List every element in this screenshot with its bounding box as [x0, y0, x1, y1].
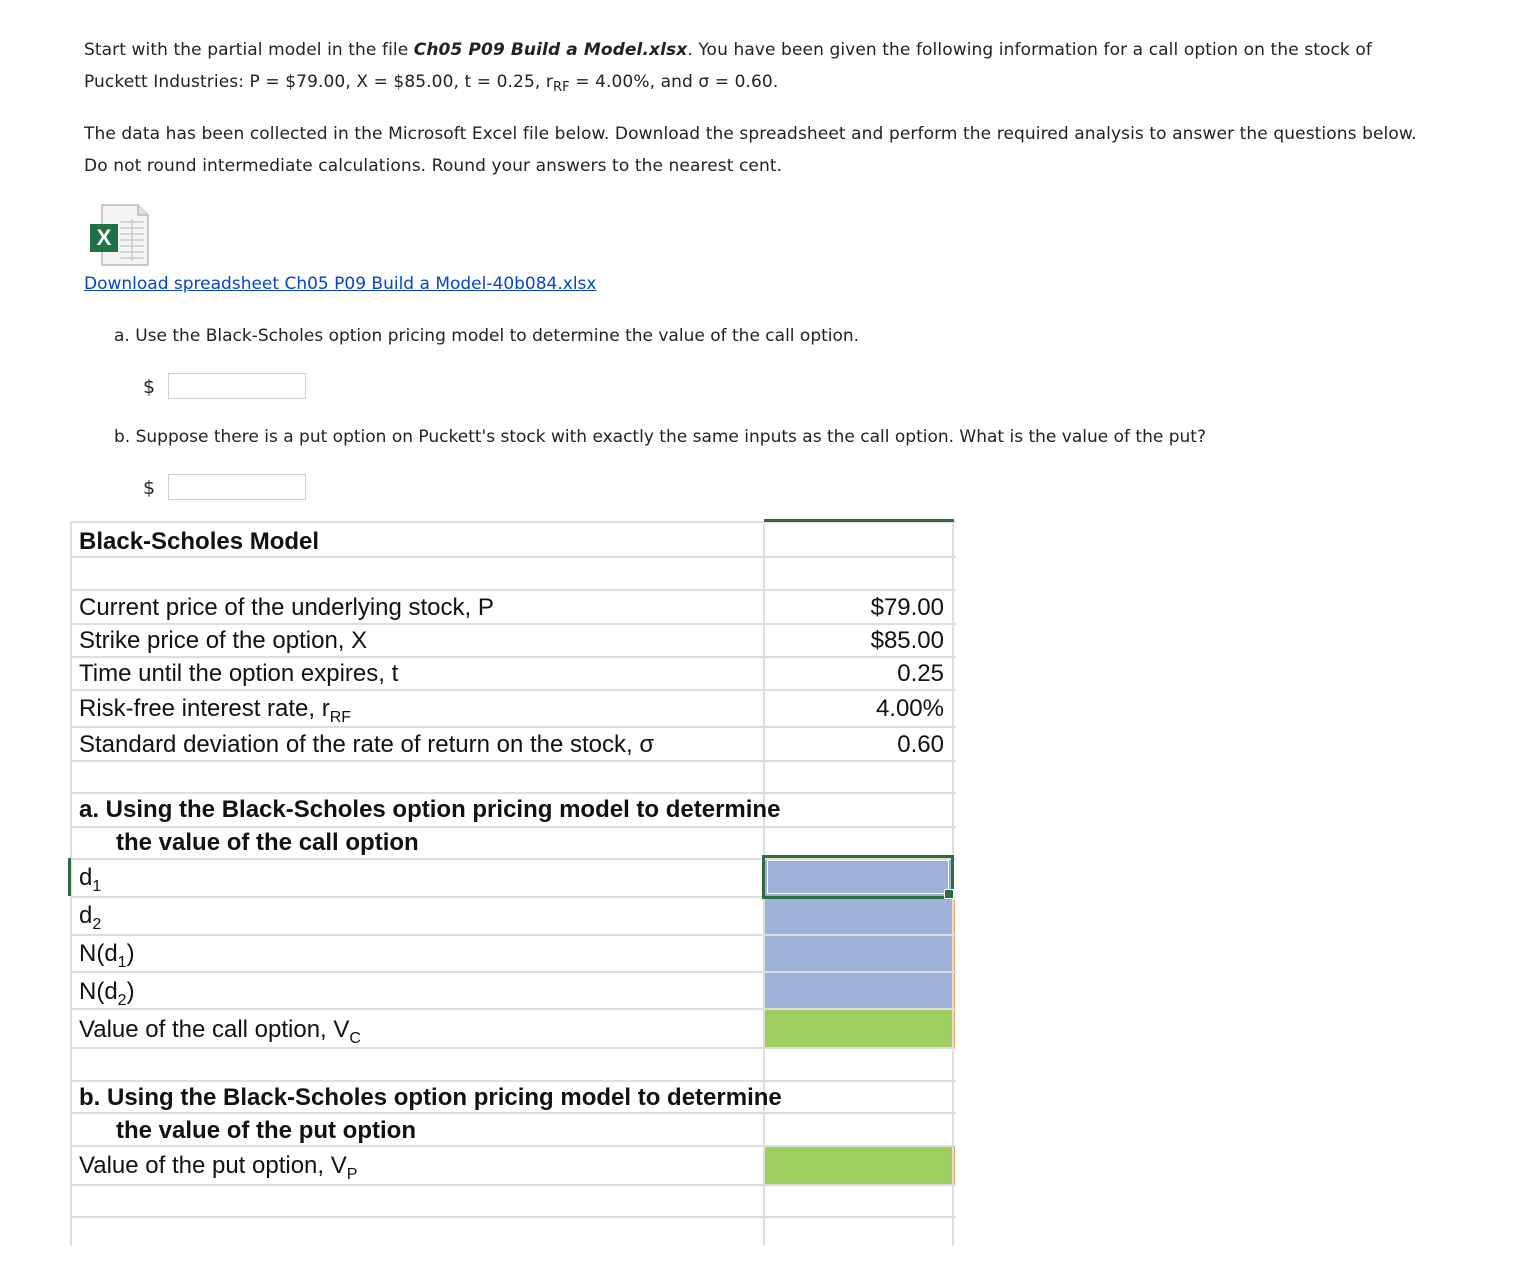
- input-label-price: Current price of the underlying stock, P: [79, 594, 494, 621]
- row-label-d2: $d_2$: [79, 902, 102, 933]
- section-a-heading-2: the value of the call option: [116, 829, 419, 856]
- input-label-time: Time until the option expires, t: [79, 660, 399, 687]
- call-value-cell[interactable]: [764, 1010, 952, 1048]
- answer-b-input[interactable]: [168, 474, 306, 500]
- put-value-cell[interactable]: [764, 1146, 952, 1184]
- intro-line-1: Start with the partial model in the file Ch05 P09 Build a Model.xlsx. You have been given the following information for a call option on the stock of: [84, 40, 1372, 60]
- row-label-put-value: Value of the put option, $V_P$: [79, 1152, 358, 1183]
- row-label-nd2: $N(d_2)$: [79, 978, 135, 1009]
- fill-handle[interactable]: [944, 889, 954, 899]
- sheet-title: Black-Scholes Model: [79, 528, 320, 555]
- input-value-price[interactable]: $79.00: [870, 594, 944, 621]
- input-label-sigma: Standard deviation of the rate of return on the stock, σ: [79, 731, 655, 758]
- download-spreadsheet-link[interactable]: Download spreadsheet Ch05 P09 Build a Model-40b084.xlsx: [84, 274, 597, 294]
- input-value-sigma[interactable]: 0.60: [897, 731, 944, 758]
- intro-line-3: The data has been collected in the Microsoft Excel file below. Download the spreadsheet and perform the required analysis to answer the questions below.: [84, 124, 1417, 144]
- intro-line-2: Puckett Industries: P = $79.00, X = $85.00, t = 0.25, $r_{RF} = 4.00\%$, and σ = 0.60.: [84, 72, 779, 95]
- row-label-nd1: $N(d_1)$: [79, 940, 135, 971]
- intro-line-4: Do not round intermediate calculations. Round your answers to the nearest cent.: [84, 156, 783, 176]
- row-label-d1: $d_1$: [79, 864, 102, 895]
- filename: Ch05 P09 Build a Model.xlsx: [413, 40, 688, 60]
- answer-a-input[interactable]: [168, 373, 306, 399]
- section-b-heading-2: the value of the put option: [116, 1117, 416, 1144]
- currency-label-a: $: [143, 376, 156, 398]
- input-value-time[interactable]: 0.25: [897, 660, 944, 687]
- row-selected-marker: [68, 858, 71, 896]
- input-value-rate[interactable]: 4.00%: [875, 695, 944, 722]
- input-value-strike[interactable]: $85.00: [870, 627, 944, 654]
- currency-label-b: $: [143, 477, 156, 499]
- excel-file-icon[interactable]: [90, 204, 150, 266]
- row-label-call-value: Value of the call option, $V_C$: [79, 1016, 361, 1047]
- question-a: a. Use the Black-Scholes option pricing model to determine the value of the call option.: [114, 326, 860, 346]
- question-b: b. Suppose there is a put option on Puckett's stock with exactly the same inputs as the call option. What is the value of the put?: [114, 427, 1206, 447]
- section-a-heading: a. Using the Black-Scholes option pricing model to determine: [79, 796, 781, 823]
- section-b-heading: b. Using the Black-Scholes option pricing model to determine: [79, 1084, 782, 1111]
- selected-cell[interactable]: [762, 855, 954, 899]
- input-label-strike: Strike price of the option, X: [79, 627, 368, 654]
- column-header-accent: [764, 519, 954, 522]
- input-label-rate: Risk-free interest rate, $r_{RF}$: [79, 695, 352, 726]
- svg-text:X: X: [96, 225, 112, 250]
